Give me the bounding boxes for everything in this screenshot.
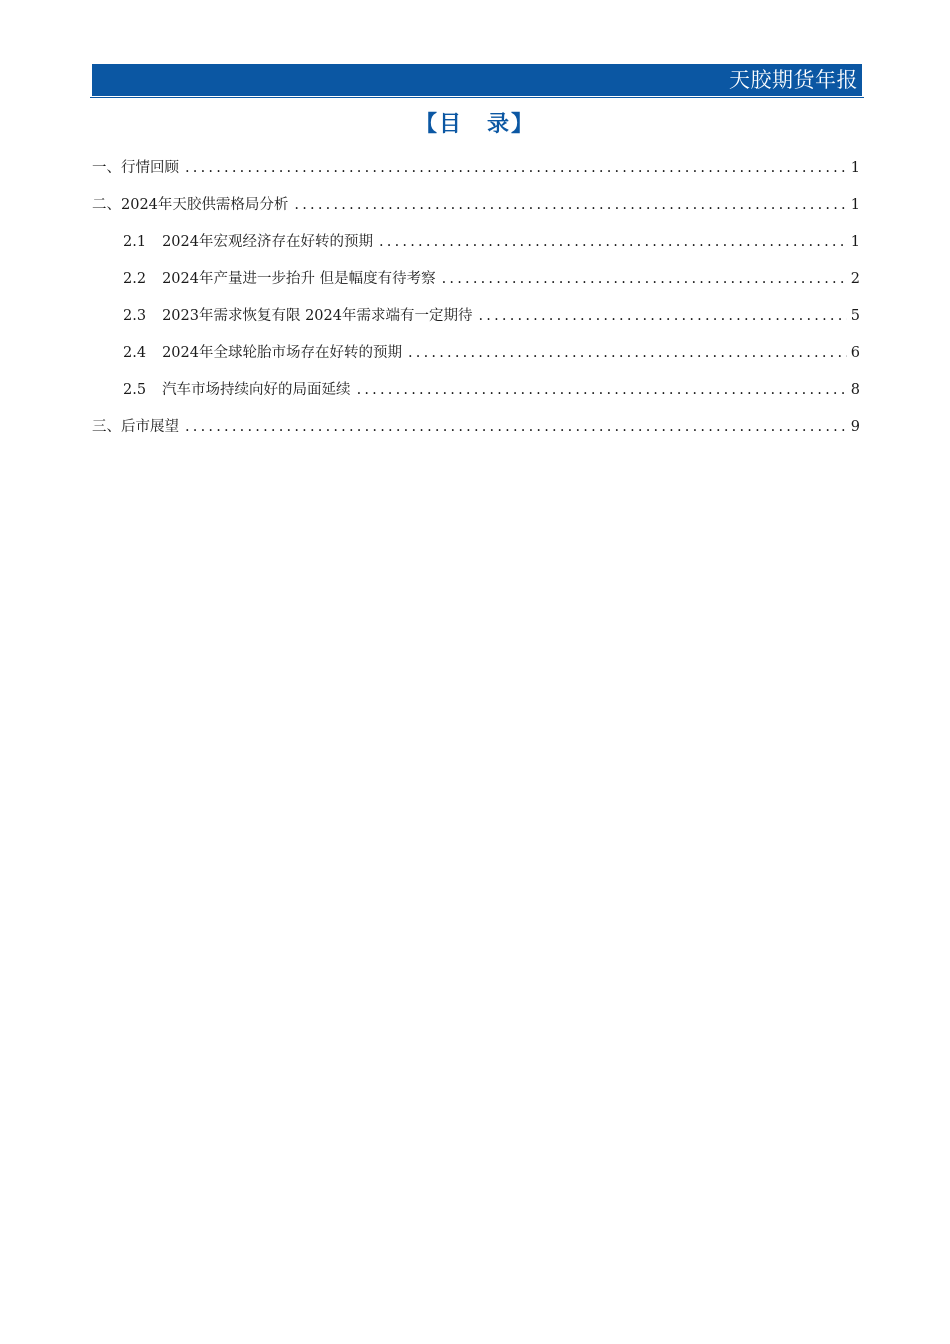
toc-section-number: 2.2 bbox=[123, 271, 147, 287]
toc-page-number: 6 bbox=[850, 345, 860, 361]
toc-entry-label: 2024年产量进一步抬升 但是幅度有待考察 bbox=[162, 271, 436, 287]
toc-leader-dots bbox=[379, 232, 847, 252]
header-divider bbox=[90, 97, 864, 98]
toc-section-number: 2.5 bbox=[123, 382, 147, 398]
toc-entry-outlook[interactable] bbox=[92, 417, 860, 454]
report-header-band bbox=[92, 64, 862, 96]
toc-entry-2-4[interactable] bbox=[92, 343, 860, 380]
toc-entry-2-2[interactable] bbox=[92, 269, 860, 306]
toc-section-number: 2.1 bbox=[123, 234, 147, 250]
toc-page-number: 1 bbox=[850, 234, 860, 250]
report-title: 天胶期货年报 bbox=[729, 68, 858, 92]
toc-page-number: 1 bbox=[850, 197, 860, 213]
toc-leader-dots bbox=[357, 380, 847, 400]
toc-entry-2-3[interactable] bbox=[92, 306, 860, 343]
toc-entry-label: 汽车市场持续向好的局面延续 bbox=[162, 382, 351, 398]
toc-page-number: 8 bbox=[850, 382, 860, 398]
toc-section-number: 2.4 bbox=[123, 345, 147, 361]
toc-leader-dots bbox=[478, 306, 846, 326]
toc-leader-dots bbox=[442, 269, 847, 289]
toc-entry-review[interactable] bbox=[92, 158, 860, 195]
toc-entry-label: 2024年宏观经济存在好转的预期 bbox=[162, 234, 373, 250]
table-of-contents bbox=[92, 158, 860, 454]
toc-entry-2-1[interactable] bbox=[92, 232, 860, 269]
toc-leader-dots bbox=[294, 195, 846, 215]
toc-heading: 【目 录】 bbox=[414, 112, 535, 137]
toc-section-number: 2.3 bbox=[123, 308, 147, 324]
toc-leader-dots bbox=[185, 417, 847, 437]
toc-entry-supply-demand[interactable] bbox=[92, 195, 860, 232]
toc-entry-label: 一、行情回顾 bbox=[92, 160, 179, 176]
toc-entry-label: 2024年全球轮胎市场存在好转的预期 bbox=[162, 345, 402, 361]
toc-entry-label: 2023年需求恢复有限 2024年需求端有一定期待 bbox=[162, 308, 473, 324]
toc-leader-dots bbox=[185, 158, 847, 178]
toc-page-number: 1 bbox=[850, 160, 860, 176]
toc-leader-dots bbox=[408, 343, 847, 363]
toc-page-number: 2 bbox=[850, 271, 860, 287]
toc-page-number: 5 bbox=[850, 308, 860, 324]
toc-entry-2-5[interactable] bbox=[92, 380, 860, 417]
toc-entry-label: 三、后市展望 bbox=[92, 419, 179, 435]
toc-entry-label: 二、2024年天胶供需格局分析 bbox=[92, 197, 289, 213]
toc-page-number: 9 bbox=[850, 419, 860, 435]
